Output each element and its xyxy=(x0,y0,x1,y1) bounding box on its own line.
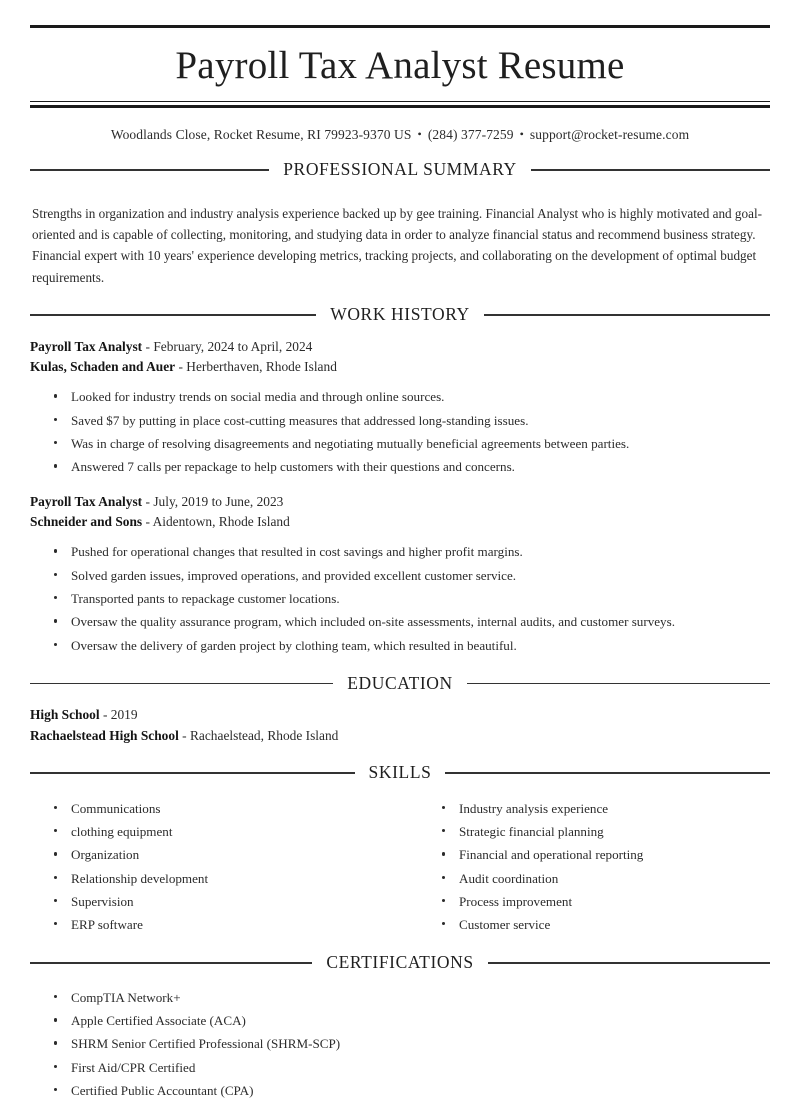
page-title: Payroll Tax Analyst Resume xyxy=(175,44,625,87)
section-header-skills xyxy=(30,764,770,782)
section-header-certifications xyxy=(30,954,770,972)
work-job-title: Payroll Tax Analyst xyxy=(30,338,143,354)
list-item: Certified Public Accountant (CPA) xyxy=(50,1079,770,1102)
certifications-list xyxy=(30,986,770,1102)
list-item: Looked for industry trends on social media and through online sources. xyxy=(50,385,770,408)
section-skills xyxy=(30,764,770,936)
education-year: 2019 xyxy=(110,707,138,723)
section-rule-left xyxy=(30,772,355,774)
work-dates: July, 2019 to June, 2023 xyxy=(153,493,284,509)
contact-address: Woodlands Close, Rocket Resume, RI 79923-9370 US xyxy=(110,127,412,142)
list-item: Oversaw the delivery of garden project by clothing team, which resulted in beautiful. xyxy=(50,634,770,657)
section-rule-left xyxy=(30,962,312,964)
work-company: Kulas, Schaden and Auer xyxy=(30,359,176,375)
section-title-skills: SKILLS xyxy=(368,762,432,783)
education-degree-line xyxy=(30,705,770,725)
education-school: Rachaelstead High School xyxy=(30,727,179,743)
list-item: Strategic financial planning xyxy=(438,820,770,843)
work-title-dash: - xyxy=(145,493,150,509)
skills-list-right xyxy=(418,797,770,937)
section-title-summary: PROFESSIONAL SUMMARY xyxy=(283,159,517,179)
section-rule-left xyxy=(30,314,316,316)
list-item: Oversaw the quality assurance program, which included on-site assessments, internal audits, and customer surveys. xyxy=(50,610,770,633)
contact-line xyxy=(30,108,770,143)
list-item: Pushed for operational changes that resulted in cost savings and higher profit margins. xyxy=(50,540,770,563)
header-bottom-rule xyxy=(30,101,770,108)
section-rule-left xyxy=(30,169,269,171)
work-company-line xyxy=(30,512,770,532)
work-bullet-list xyxy=(30,385,770,478)
list-item: Audit coordination xyxy=(438,867,770,890)
list-item: CompTIA Network+ xyxy=(50,986,770,1009)
work-dates: February, 2024 to April, 2024 xyxy=(153,338,313,354)
contact-separator-2: • xyxy=(519,127,524,141)
section-title-certifications: CERTIFICATIONS xyxy=(326,952,474,973)
list-item: Apple Certified Associate (ACA) xyxy=(50,1009,770,1032)
contact-phone: (284) 377-7259 xyxy=(427,127,514,142)
section-certifications xyxy=(30,954,770,1102)
work-location: Aidentown, Rhode Island xyxy=(152,514,290,529)
section-rule-right xyxy=(445,772,770,774)
work-company-line xyxy=(30,357,770,377)
section-title-education: EDUCATION xyxy=(347,672,453,693)
work-company: Schneider and Sons xyxy=(30,514,143,529)
education-school-dash: - xyxy=(182,727,187,743)
work-bullet-list xyxy=(30,540,770,656)
skills-columns xyxy=(30,782,770,937)
section-work-history xyxy=(30,306,770,657)
section-header-education xyxy=(30,672,770,693)
resume-page xyxy=(0,25,800,1099)
education-entry xyxy=(30,692,770,746)
section-rule-right xyxy=(488,962,770,964)
list-item: Customer service xyxy=(438,913,770,936)
education-school-line xyxy=(30,726,770,746)
list-item: Communications xyxy=(50,797,400,820)
list-item: Supervision xyxy=(50,890,400,913)
skills-column-right xyxy=(400,789,770,937)
work-company-dash: - xyxy=(178,359,183,375)
certifications-body xyxy=(30,972,770,1102)
contact-separator-1: • xyxy=(417,127,422,141)
section-title-work-history: WORK HISTORY xyxy=(330,304,470,325)
work-entry xyxy=(30,479,770,657)
list-item: Solved garden issues, improved operations, and provided excellent customer service. xyxy=(50,564,770,587)
list-item: Saved $7 by putting in place cost-cutting measures that addressed long-standing issues. xyxy=(50,409,770,432)
section-rule-left xyxy=(30,683,333,685)
list-item: Financial and operational reporting xyxy=(438,843,770,866)
education-degree: High School xyxy=(30,707,100,723)
list-item: Organization xyxy=(50,843,400,866)
work-title-line xyxy=(30,492,770,512)
list-item: Answered 7 calls per repackage to help customers with their questions and concerns. xyxy=(50,455,770,478)
contact-email: support@rocket-resume.com xyxy=(529,127,690,142)
work-job-title: Payroll Tax Analyst xyxy=(30,493,143,509)
section-education xyxy=(30,672,770,746)
list-item: clothing equipment xyxy=(50,820,400,843)
list-item: Transported pants to repackage customer locations. xyxy=(50,587,770,610)
work-company-dash: - xyxy=(145,514,150,529)
work-title-dash: - xyxy=(145,338,150,354)
education-location: Rachaelstead, Rhode Island xyxy=(189,727,339,743)
list-item: Relationship development xyxy=(50,867,400,890)
list-item: ERP software xyxy=(50,913,400,936)
education-degree-dash: - xyxy=(102,707,108,723)
list-item: Was in charge of resolving disagreements and negotiating mutually beneficial agreements between parties. xyxy=(50,432,770,455)
skills-column-left xyxy=(30,789,400,937)
section-header-work-history xyxy=(30,306,770,324)
work-title-line xyxy=(30,337,770,357)
list-item: Process improvement xyxy=(438,890,770,913)
list-item: First Aid/CPR Certified xyxy=(50,1056,770,1079)
section-rule-right xyxy=(467,683,770,685)
section-rule-right xyxy=(531,169,770,171)
section-professional-summary xyxy=(30,161,770,288)
section-rule-right xyxy=(484,314,770,316)
work-entry xyxy=(30,324,770,479)
skills-list-left xyxy=(30,797,400,937)
summary-text: Strengths in organization and industry analysis experience backed up by gee training. Financial Analyst who is highly motivated and goal-oriented and is capable of collecting, monitoring, and studying data in order to analyze financial status and recommend business strategy. Financial expert with 10 years' experience developing metrics, tracking projects, and collaborating on the development of optimal budget requirements. xyxy=(32,205,763,285)
list-item: Industry analysis experience xyxy=(438,797,770,820)
work-location: Herberthaven, Rhode Island xyxy=(186,359,337,375)
section-header-summary xyxy=(30,161,770,179)
list-item: SHRM Senior Certified Professional (SHRM-SCP) xyxy=(50,1032,770,1055)
